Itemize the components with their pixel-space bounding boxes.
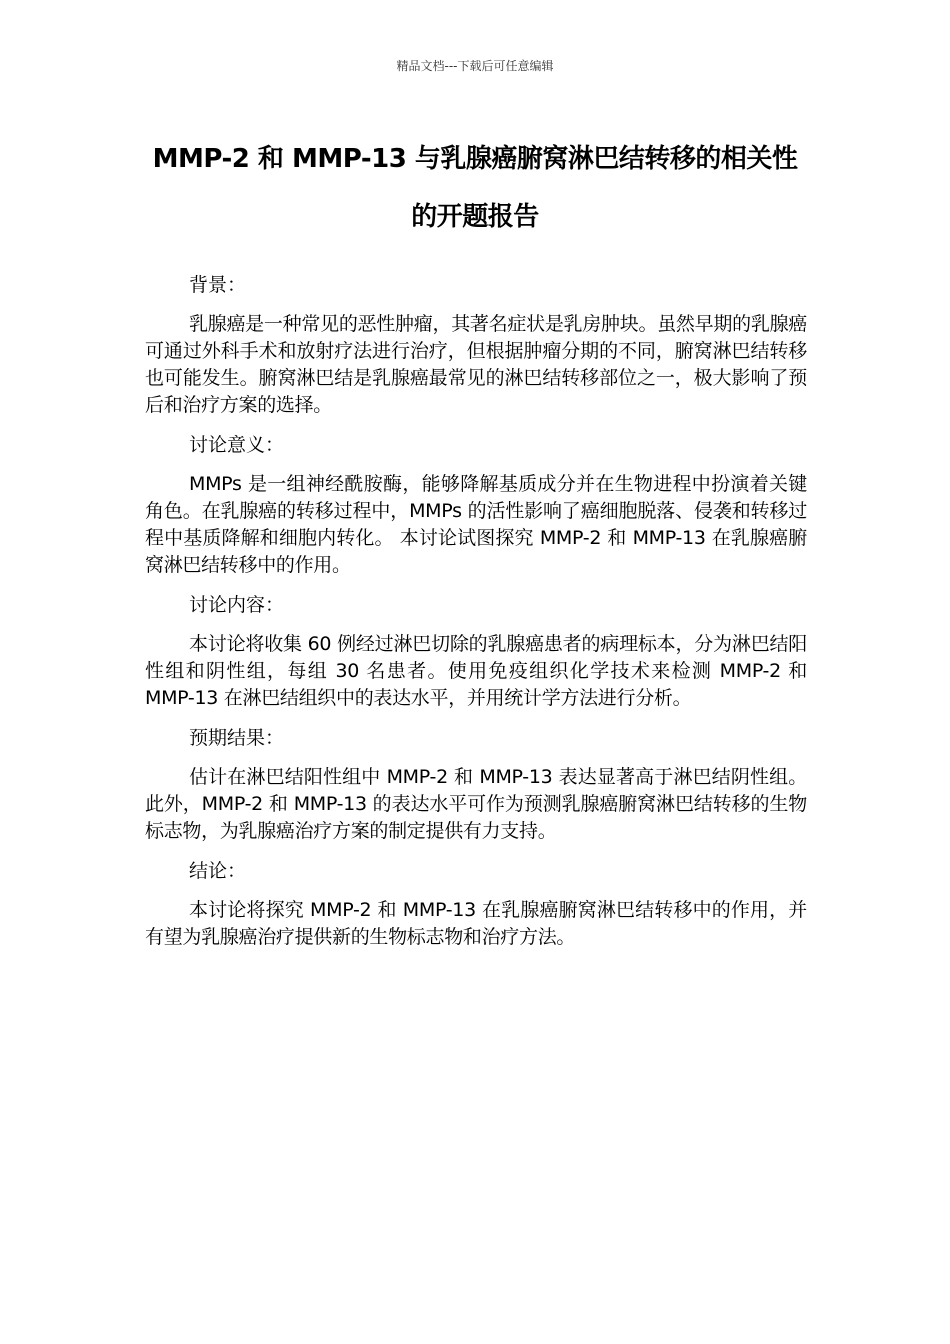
section-heading: 预期结果： — [189, 727, 285, 749]
section-paragraph: 估计在淋巴结阳性组中 MMP-2 和 MMP-13 表达显著高于淋巴结阴性组。此外，MMP-2 和 MMP-13 的表达水平可作为预测乳腺癌腑窝淋巴结转移的生物标志物，为乳腺癌治疗方案的制定提供有力支持。 — [145, 766, 807, 842]
section-conclusion — [145, 856, 807, 951]
document-body — [145, 270, 807, 962]
page-header: 精品文档---下载后可任意编辑 — [396, 59, 554, 73]
section-paragraph: 本讨论将探究 MMP-2 和 MMP-13 在乳腺癌腑窝淋巴结转移中的作用，并有望为乳腺癌治疗提供新的生物标志物和治疗方法。 — [145, 899, 807, 948]
section-expected-results — [145, 723, 807, 845]
section-significance — [145, 430, 807, 579]
section-paragraph: 本讨论将收集 60 例经过淋巴切除的乳腺癌患者的病理标本，分为淋巴结阳性组和阴性组，每组 30 名患者。使用免疫组织化学技术来检测 MMP-2 和 MMP-13 在淋巴结组织中的表达水平，并用统计学方法进行分析。 — [145, 633, 807, 709]
document-title: MMP-2 和 MMP-13 与乳腺癌腑窝淋巴结转移的相关性的开题报告 — [152, 144, 798, 232]
section-paragraph: MMPs 是一组神经酰胺酶，能够降解基质成分并在生物进程中扮演着关键角色。在乳腺癌的转移过程中，MMPs 的活性影响了癌细胞脱落、侵袭和转移过程中基质降解和细胞内转化。 本讨论试图探究 MMP-2 和 MMP-13 在乳腺癌腑窝淋巴结转移中的作用。 — [145, 473, 807, 576]
section-heading: 讨论内容： — [189, 594, 285, 616]
section-heading: 结论： — [189, 860, 247, 882]
section-background — [145, 270, 807, 419]
section-paragraph: 乳腺癌是一种常见的恶性肿瘤，其著名症状是乳房肿块。虽然早期的乳腺癌可通过外科手术和放射疗法进行治疗，但根据肿瘤分期的不同，腑窝淋巴结转移也可能发生。腑窝淋巴结是乳腺癌最常见的淋巴结转移部位之一，极大影响了预后和治疗方案的选择。 — [145, 313, 807, 416]
section-content — [145, 590, 807, 712]
section-heading: 讨论意义： — [189, 434, 285, 456]
section-heading: 背景： — [189, 274, 247, 296]
